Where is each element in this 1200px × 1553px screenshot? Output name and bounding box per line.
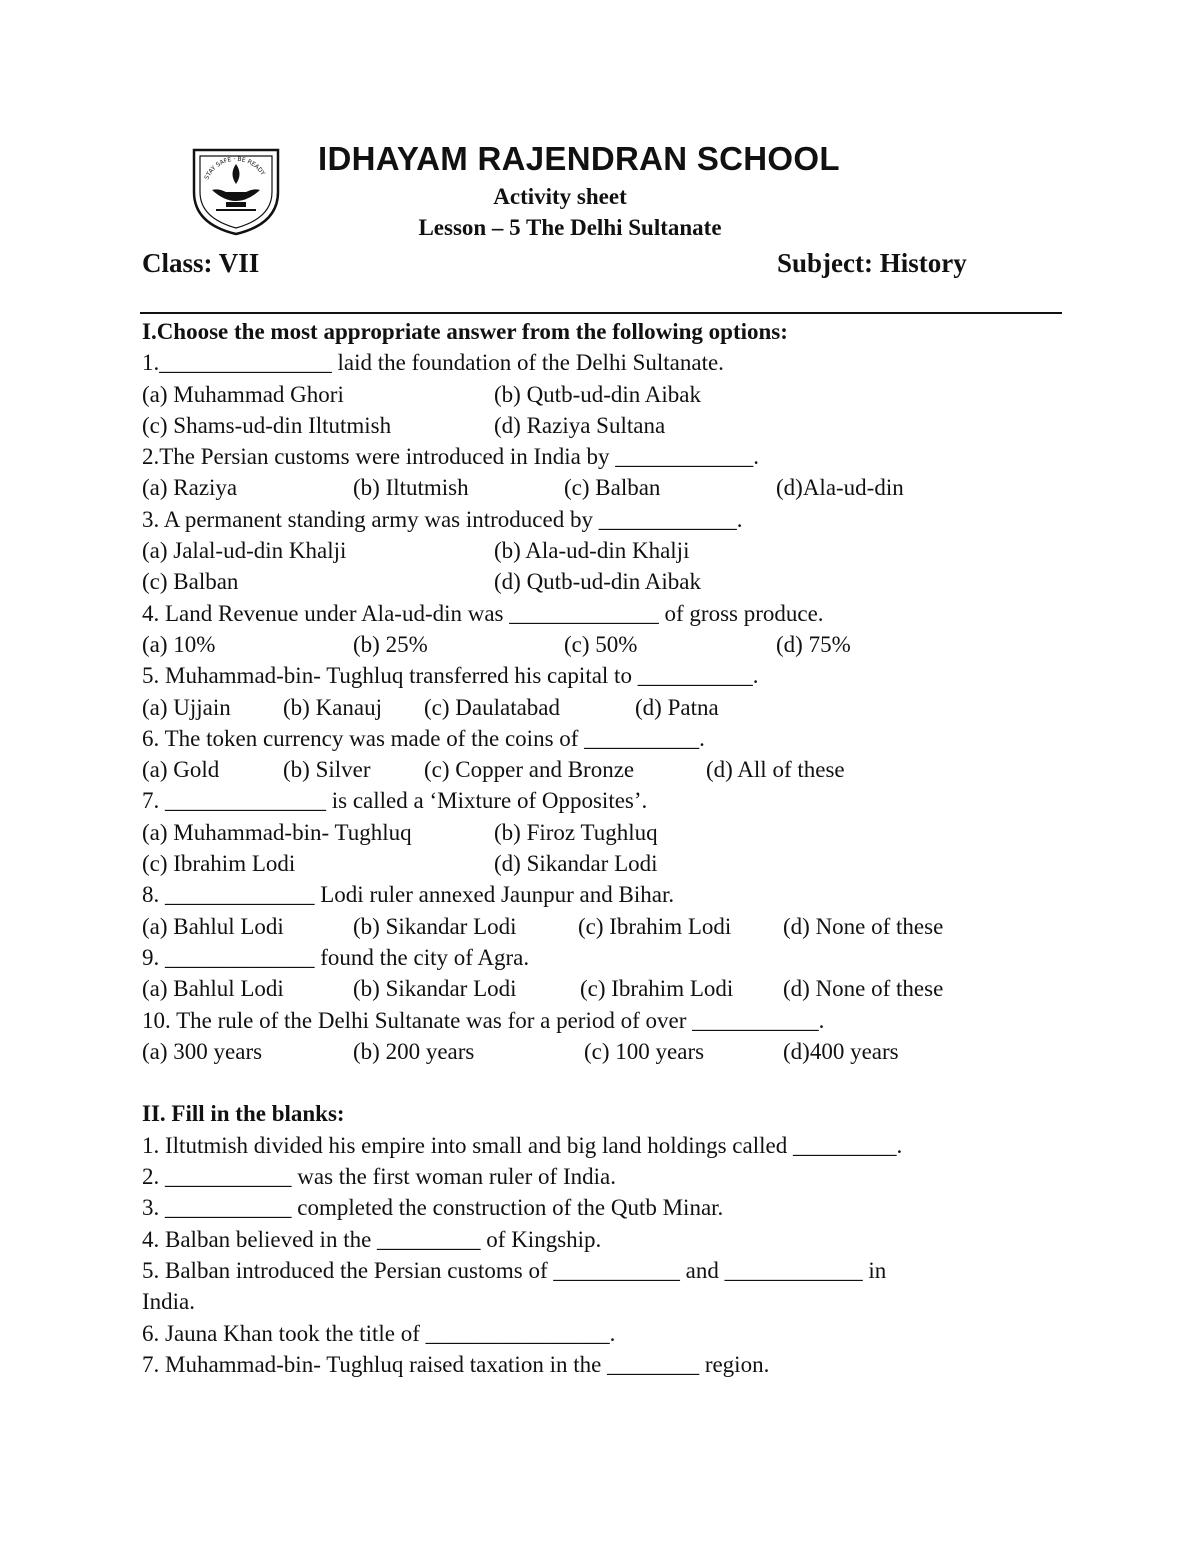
option: (d) None of these bbox=[783, 913, 944, 939]
school-name: IDHAYAM RAJENDRAN SCHOOL bbox=[318, 140, 840, 177]
options-row bbox=[142, 379, 1062, 410]
option: (a) Muhammad-bin- Tughluq bbox=[142, 819, 412, 845]
option: (a) Bahlul Lodi bbox=[142, 913, 284, 939]
option: (d) Sikandar Lodi bbox=[494, 851, 658, 877]
logo-motto: STAY SAFE · BE READY bbox=[203, 155, 267, 181]
question-6: 6. The token currency was made of the coins of __________. bbox=[142, 725, 705, 751]
question-5: 5. Muhammad-bin- Tughluq transferred his capital to __________. bbox=[142, 663, 759, 689]
subject-label: Subject: History bbox=[777, 248, 967, 278]
header-divider bbox=[140, 312, 1062, 314]
options-row bbox=[142, 535, 1062, 566]
section-spacer bbox=[142, 1067, 1062, 1098]
option: (b) Firoz Tughluq bbox=[494, 819, 658, 845]
option: (a) Raziya bbox=[142, 475, 238, 501]
options-row bbox=[142, 817, 1062, 848]
fill-blank-item: 5. Balban introduced the Persian customs of ___________ and ____________ in bbox=[142, 1257, 887, 1283]
options-row bbox=[142, 410, 1062, 441]
option: (a) Ujjain bbox=[142, 694, 231, 720]
option: (b) Qutb-ud-din Aibak bbox=[494, 381, 701, 407]
option: (d) All of these bbox=[706, 757, 845, 783]
options-row bbox=[142, 754, 1062, 785]
fill-blank-item: 7. Muhammad-bin- Tughluq raised taxation in the ________ region. bbox=[142, 1351, 770, 1377]
option: (b) Kanauj bbox=[283, 694, 382, 720]
option: (b) Iltutmish bbox=[353, 475, 469, 501]
option: (b) Sikandar Lodi bbox=[353, 913, 517, 939]
options-row bbox=[142, 1036, 1062, 1067]
options-row bbox=[142, 472, 1062, 503]
option: (c) Ibrahim Lodi bbox=[578, 913, 732, 939]
option: (d) None of these bbox=[783, 976, 944, 1002]
fill-blank-item: 2. ___________ was the first woman ruler of India. bbox=[142, 1164, 616, 1190]
question-10: 10. The rule of the Delhi Sultanate was for a period of over ___________. bbox=[142, 1007, 825, 1033]
option: (c) Balban bbox=[142, 569, 239, 595]
question-4: 4. Land Revenue under Ala-ud-din was _____________ of gross produce. bbox=[142, 600, 824, 626]
fill-blank-item: 6. Jauna Khan took the title of ________________. bbox=[142, 1320, 616, 1346]
option: (d)400 years bbox=[783, 1038, 899, 1064]
option: (d) Patna bbox=[635, 694, 719, 720]
sheet-type: Activity sheet bbox=[493, 184, 627, 209]
section-1-heading: I.Choose the most appropriate answer from the following options: bbox=[142, 319, 788, 344]
question-9: 9. _____________ found the city of Agra. bbox=[142, 944, 530, 970]
option: (a) Bahlul Lodi bbox=[142, 976, 284, 1002]
option: (c) Copper and Bronze bbox=[424, 757, 635, 783]
option: (d) Qutb-ud-din Aibak bbox=[494, 569, 701, 595]
question-3: 3. A permanent standing army was introduced by ____________. bbox=[142, 506, 743, 532]
option: (b) 200 years bbox=[353, 1038, 475, 1064]
question-2: 2.The Persian customs were introduced in India by ____________. bbox=[142, 444, 760, 470]
fill-blank-item: 4. Balban believed in the _________ of Kingship. bbox=[142, 1226, 602, 1252]
options-row bbox=[142, 629, 1062, 660]
option: (a) Muhammad Ghori bbox=[142, 381, 344, 407]
question-7: 7. ______________ is called a ‘Mixture of Opposites’. bbox=[142, 788, 648, 814]
option: (a) Gold bbox=[142, 757, 220, 783]
option: (c) Daulatabad bbox=[424, 694, 561, 720]
class-label: Class: VII bbox=[142, 248, 260, 278]
option: (c) 50% bbox=[564, 631, 638, 657]
options-row bbox=[142, 566, 1062, 597]
option: (b) Ala-ud-din Khalji bbox=[494, 538, 690, 564]
fill-blank-item-continued: India. bbox=[142, 1289, 196, 1315]
question-1: 1._______________ laid the foundation of the Delhi Sultanate. bbox=[142, 350, 724, 376]
option: (c) Ibrahim Lodi bbox=[580, 976, 734, 1002]
option: (b) 25% bbox=[353, 631, 428, 657]
option: (d)Ala-ud-din bbox=[776, 475, 904, 501]
option: (c) Ibrahim Lodi bbox=[142, 851, 296, 877]
option: (a) 10% bbox=[142, 631, 216, 657]
option: (c) Balban bbox=[564, 475, 661, 501]
option: (d) 75% bbox=[776, 631, 851, 657]
option: (b) Silver bbox=[283, 757, 371, 783]
option: (a) 300 years bbox=[142, 1038, 263, 1064]
lesson-title: Lesson – 5 The Delhi Sultanate bbox=[418, 215, 722, 240]
option: (b) Sikandar Lodi bbox=[353, 976, 517, 1002]
options-row bbox=[142, 973, 1062, 1004]
fill-blank-item: 1. Iltutmish divided his empire into small and big land holdings called _________. bbox=[142, 1132, 903, 1158]
question-8: 8. _____________ Lodi ruler annexed Jaunpur and Bihar. bbox=[142, 882, 675, 908]
options-row bbox=[142, 911, 1062, 942]
option: (a) Jalal-ud-din Khalji bbox=[142, 538, 347, 564]
option: (c) Shams-ud-din Iltutmish bbox=[142, 412, 392, 438]
fill-blank-item: 3. ___________ completed the construction of the Qutb Minar. bbox=[142, 1195, 724, 1221]
worksheet-content bbox=[142, 316, 1062, 1380]
options-row bbox=[142, 848, 1062, 879]
section-2-heading: II. Fill in the blanks: bbox=[142, 1101, 345, 1127]
option: (c) 100 years bbox=[584, 1038, 705, 1064]
option: (d) Raziya Sultana bbox=[494, 412, 666, 438]
options-row bbox=[142, 692, 1062, 723]
